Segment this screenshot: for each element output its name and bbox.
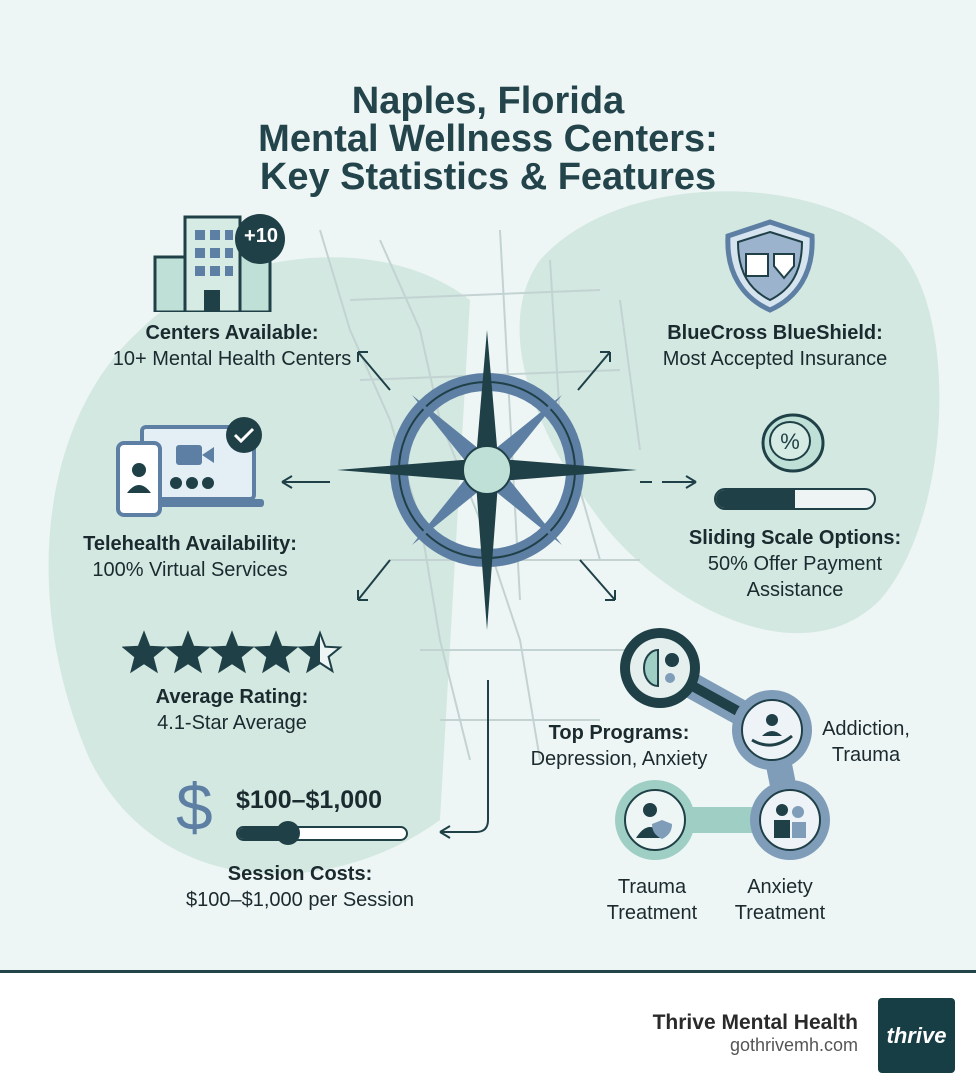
thrive-logo: thrive <box>878 998 955 1073</box>
addiction-label <box>822 716 910 768</box>
centers-heading: Centers Available: <box>145 322 319 344</box>
insurance-heading: BlueCross BlueShield: <box>667 322 883 344</box>
payment-assistance-fill <box>716 490 795 508</box>
cost-range: $100–$1,000 <box>236 786 382 814</box>
title-line-2: Mental Wellness Centers: <box>258 118 718 160</box>
trauma-line-1: Trauma <box>617 876 687 898</box>
insurance-text: Most Accepted Insurance <box>662 348 888 370</box>
sliding-label <box>689 525 901 603</box>
title-line-1: Naples, Florida <box>351 80 625 122</box>
svg-text:%: % <box>780 429 800 454</box>
rating-heading: Average Rating: <box>155 686 309 708</box>
percent-coin-icon <box>758 412 828 474</box>
footer-url[interactable]: gothrivemh.com <box>729 1035 858 1055</box>
trauma-label <box>607 874 697 926</box>
video-call-icon <box>110 415 270 520</box>
title-line-3: Key Statistics & Features <box>259 156 717 198</box>
cost-slider-knob <box>276 821 300 845</box>
footer <box>0 970 976 1088</box>
telehealth-label <box>83 531 297 583</box>
rating-label <box>156 684 309 736</box>
centers-badge: +10 <box>244 225 278 247</box>
sliding-text-1: 50% Offer Payment <box>707 553 883 575</box>
costs-heading: Session Costs: <box>227 863 373 885</box>
programs-heading: Top Programs: <box>548 722 690 744</box>
star-rating <box>122 630 347 678</box>
cost-slider <box>236 826 408 841</box>
sliding-heading: Sliding Scale Options: <box>688 527 902 549</box>
insurance-label <box>663 320 888 372</box>
star-icon <box>124 633 164 671</box>
payment-assistance-bar <box>714 488 876 510</box>
star-icon <box>212 633 252 671</box>
anxiety-line-1: Anxiety <box>747 876 813 898</box>
trauma-line-2: Treatment <box>606 902 698 924</box>
page-title <box>0 82 976 196</box>
footer-brand: Thrive Mental Health <box>652 1011 858 1034</box>
centers-text: 10+ Mental Health Centers <box>112 348 352 370</box>
programs-text: Depression, Anxiety <box>530 748 708 770</box>
addiction-line-2: Trauma <box>831 744 901 766</box>
centers-label <box>113 320 351 372</box>
dollar-icon: $ <box>176 770 213 844</box>
star-icon <box>256 633 296 671</box>
rating-text: 4.1-Star Average <box>157 712 307 734</box>
star-icon <box>168 633 208 671</box>
star-icon <box>300 633 340 671</box>
anxiety-line-2: Treatment <box>734 902 826 924</box>
shield-icon <box>722 218 818 314</box>
telehealth-heading: Telehealth Availability: <box>83 533 297 555</box>
costs-text: $100–$1,000 per Session <box>186 889 414 911</box>
costs-label <box>186 861 414 913</box>
addiction-line-1: Addiction, <box>822 718 910 740</box>
programs-label <box>531 720 708 772</box>
anxiety-label <box>735 874 825 926</box>
telehealth-text: 100% Virtual Services <box>92 559 288 581</box>
sliding-text-2: Assistance <box>746 579 844 601</box>
